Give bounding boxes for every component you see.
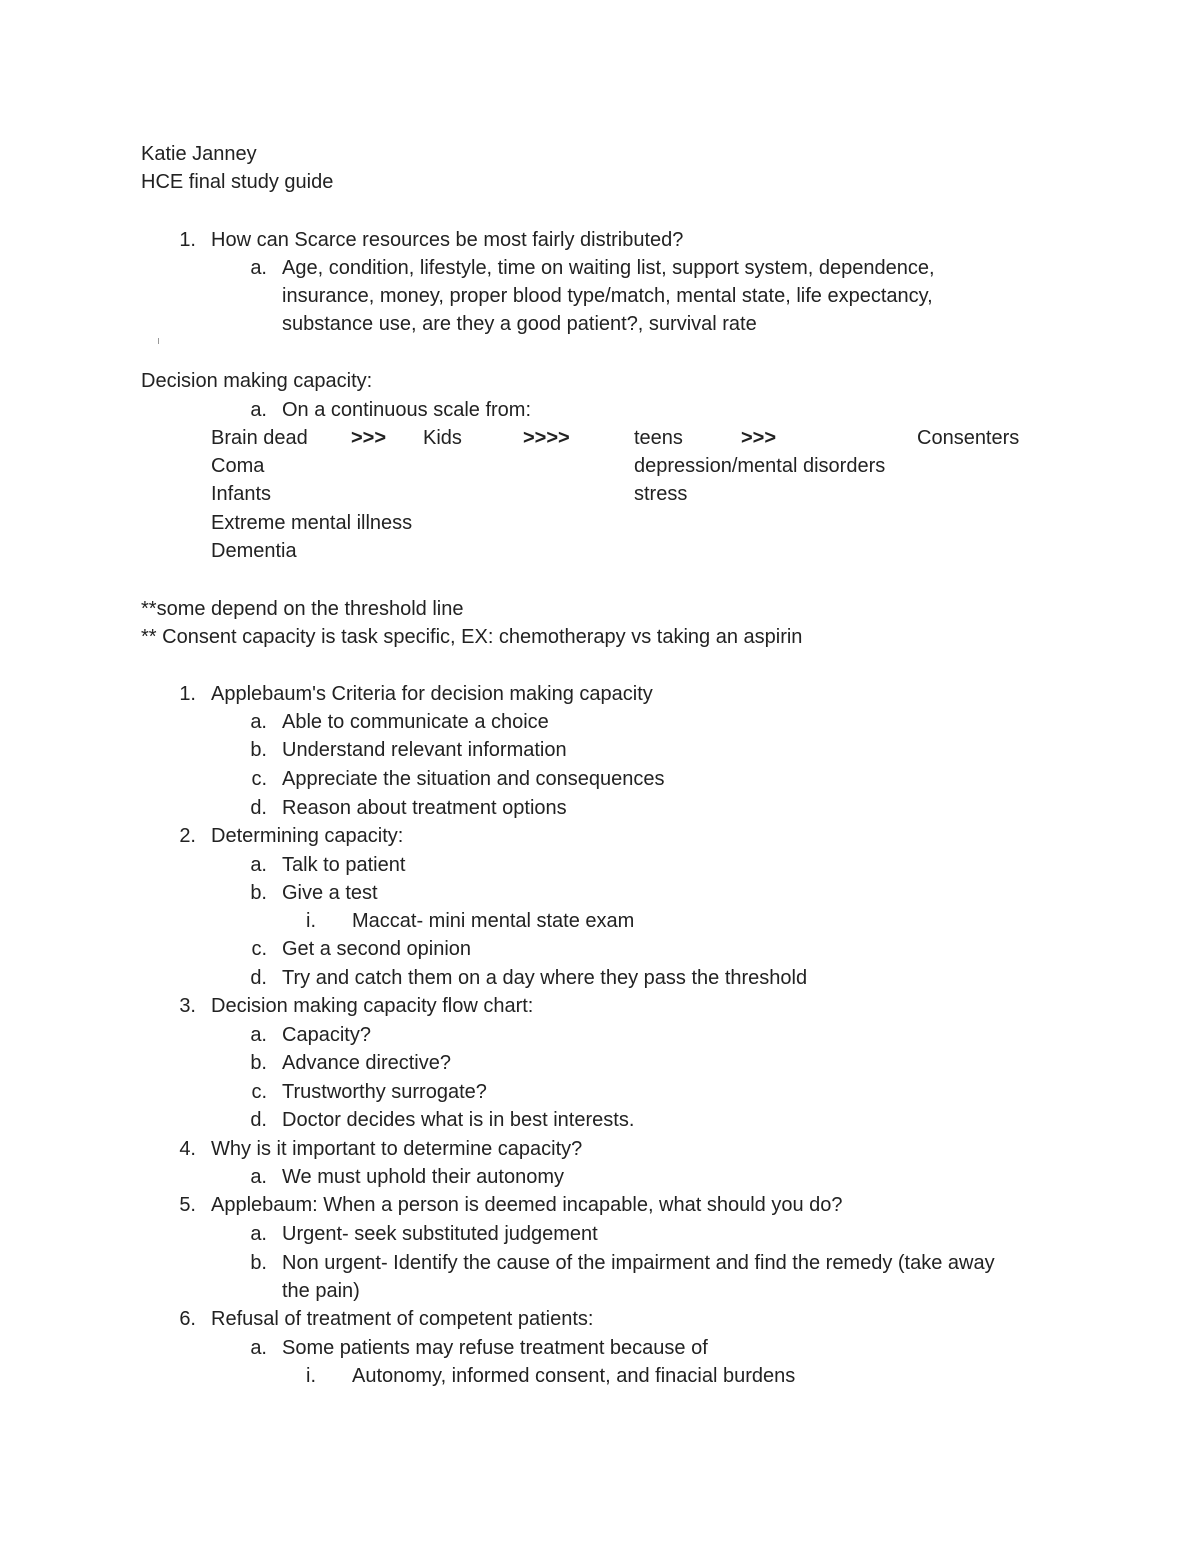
sub-item: Urgent- seek substituted judgement — [282, 1223, 598, 1245]
sub-item: Capacity? — [282, 1024, 371, 1046]
scale-arrow: >>>> — [523, 427, 570, 449]
note: ** Consent capacity is task specific, EX: chemotherapy vs taking an aspirin — [141, 626, 803, 648]
question-scarce-resources: How can Scarce resources be most fairly distributed? — [211, 229, 684, 251]
roman-marker: i. — [306, 910, 316, 932]
sub-marker: d. — [250, 967, 267, 989]
sub-item: Get a second opinion — [282, 938, 472, 960]
list-item: Applebaum's Criteria for decision making capacity — [211, 683, 653, 705]
scale-item: Coma — [211, 455, 265, 477]
sub-item: We must uphold their autonomy — [282, 1166, 565, 1188]
sub-marker: a. — [250, 1223, 267, 1245]
sub-marker: a. — [250, 1337, 267, 1359]
list-marker: 3. — [179, 995, 196, 1017]
scale-item: depression/mental disorders — [634, 455, 886, 477]
scale-intro: On a continuous scale from: — [282, 399, 532, 421]
sub-marker: a. — [250, 257, 267, 279]
sub-marker: a. — [250, 1166, 267, 1188]
list-marker: 2. — [179, 825, 196, 847]
answer-line: substance use, are they a good patient?, survival rate — [282, 313, 757, 335]
roman-marker: i. — [306, 1365, 316, 1387]
sub-item: Non urgent- Identify the cause of the impairment and find the remedy (take away — [282, 1252, 995, 1274]
author-name: Katie Janney — [141, 143, 257, 165]
sub-item: Appreciate the situation and consequences — [282, 768, 665, 790]
sub-item: Some patients may refuse treatment because of — [282, 1337, 708, 1359]
scale-item: Brain dead — [211, 427, 308, 449]
sub-item: Advance directive? — [282, 1052, 451, 1074]
capacity-heading: Decision making capacity: — [141, 370, 373, 392]
list-item: Why is it important to determine capacity? — [211, 1138, 583, 1160]
list-item: Decision making capacity flow chart: — [211, 995, 534, 1017]
sub-item: Talk to patient — [282, 854, 406, 876]
sub-item: Doctor decides what is in best interests. — [282, 1109, 635, 1131]
scale-item: Infants — [211, 483, 272, 505]
sub-marker: b. — [250, 1252, 267, 1274]
answer-line: Age, condition, lifestyle, time on waiting list, support system, dependence, — [282, 257, 935, 279]
sub-item: Understand relevant information — [282, 739, 567, 761]
sub-item: Try and catch them on a day where they pass the threshold — [282, 967, 808, 989]
answer-line: insurance, money, proper blood type/match, mental state, life expectancy, — [282, 285, 933, 307]
scale-item: teens — [634, 427, 683, 449]
sub-marker: a. — [250, 399, 267, 421]
sub-marker: b. — [250, 739, 267, 761]
scale-item: Consenters — [917, 427, 1020, 449]
stray-mark — [158, 338, 159, 344]
scale-item: Dementia — [211, 540, 297, 562]
sub-item: Able to communicate a choice — [282, 711, 549, 733]
sub-marker: b. — [250, 1052, 267, 1074]
sub-marker: a. — [250, 1024, 267, 1046]
list-marker: 1. — [179, 683, 196, 705]
note: **some depend on the threshold line — [141, 598, 464, 620]
sub-item: the pain) — [282, 1280, 360, 1302]
scale-item: Extreme mental illness — [211, 512, 413, 534]
sub-item: Reason about treatment options — [282, 797, 567, 819]
sub-marker: c. — [251, 768, 267, 790]
sub-sub-item: Autonomy, informed consent, and finacial burdens — [352, 1365, 796, 1387]
document-title: HCE final study guide — [141, 171, 334, 193]
sub-item: Trustworthy surrogate? — [282, 1081, 487, 1103]
list-marker: 6. — [179, 1308, 196, 1330]
sub-marker: d. — [250, 1109, 267, 1131]
sub-marker: a. — [250, 711, 267, 733]
sub-marker: d. — [250, 797, 267, 819]
list-item: Applebaum: When a person is deemed incapable, what should you do? — [211, 1194, 843, 1216]
list-item: Refusal of treatment of competent patients: — [211, 1308, 594, 1330]
scale-arrow: >>> — [351, 427, 387, 449]
list-marker: 4. — [179, 1138, 196, 1160]
list-item: Determining capacity: — [211, 825, 404, 847]
sub-item: Give a test — [282, 882, 378, 904]
sub-marker: c. — [251, 1081, 267, 1103]
scale-item: Kids — [423, 427, 462, 449]
scale-arrow: >>> — [741, 427, 777, 449]
list-marker: 1. — [179, 229, 196, 251]
sub-sub-item: Maccat- mini mental state exam — [352, 910, 635, 932]
scale-item: stress — [634, 483, 688, 505]
list-marker: 5. — [179, 1194, 196, 1216]
sub-marker: a. — [250, 854, 267, 876]
sub-marker: b. — [250, 882, 267, 904]
sub-marker: c. — [251, 938, 267, 960]
